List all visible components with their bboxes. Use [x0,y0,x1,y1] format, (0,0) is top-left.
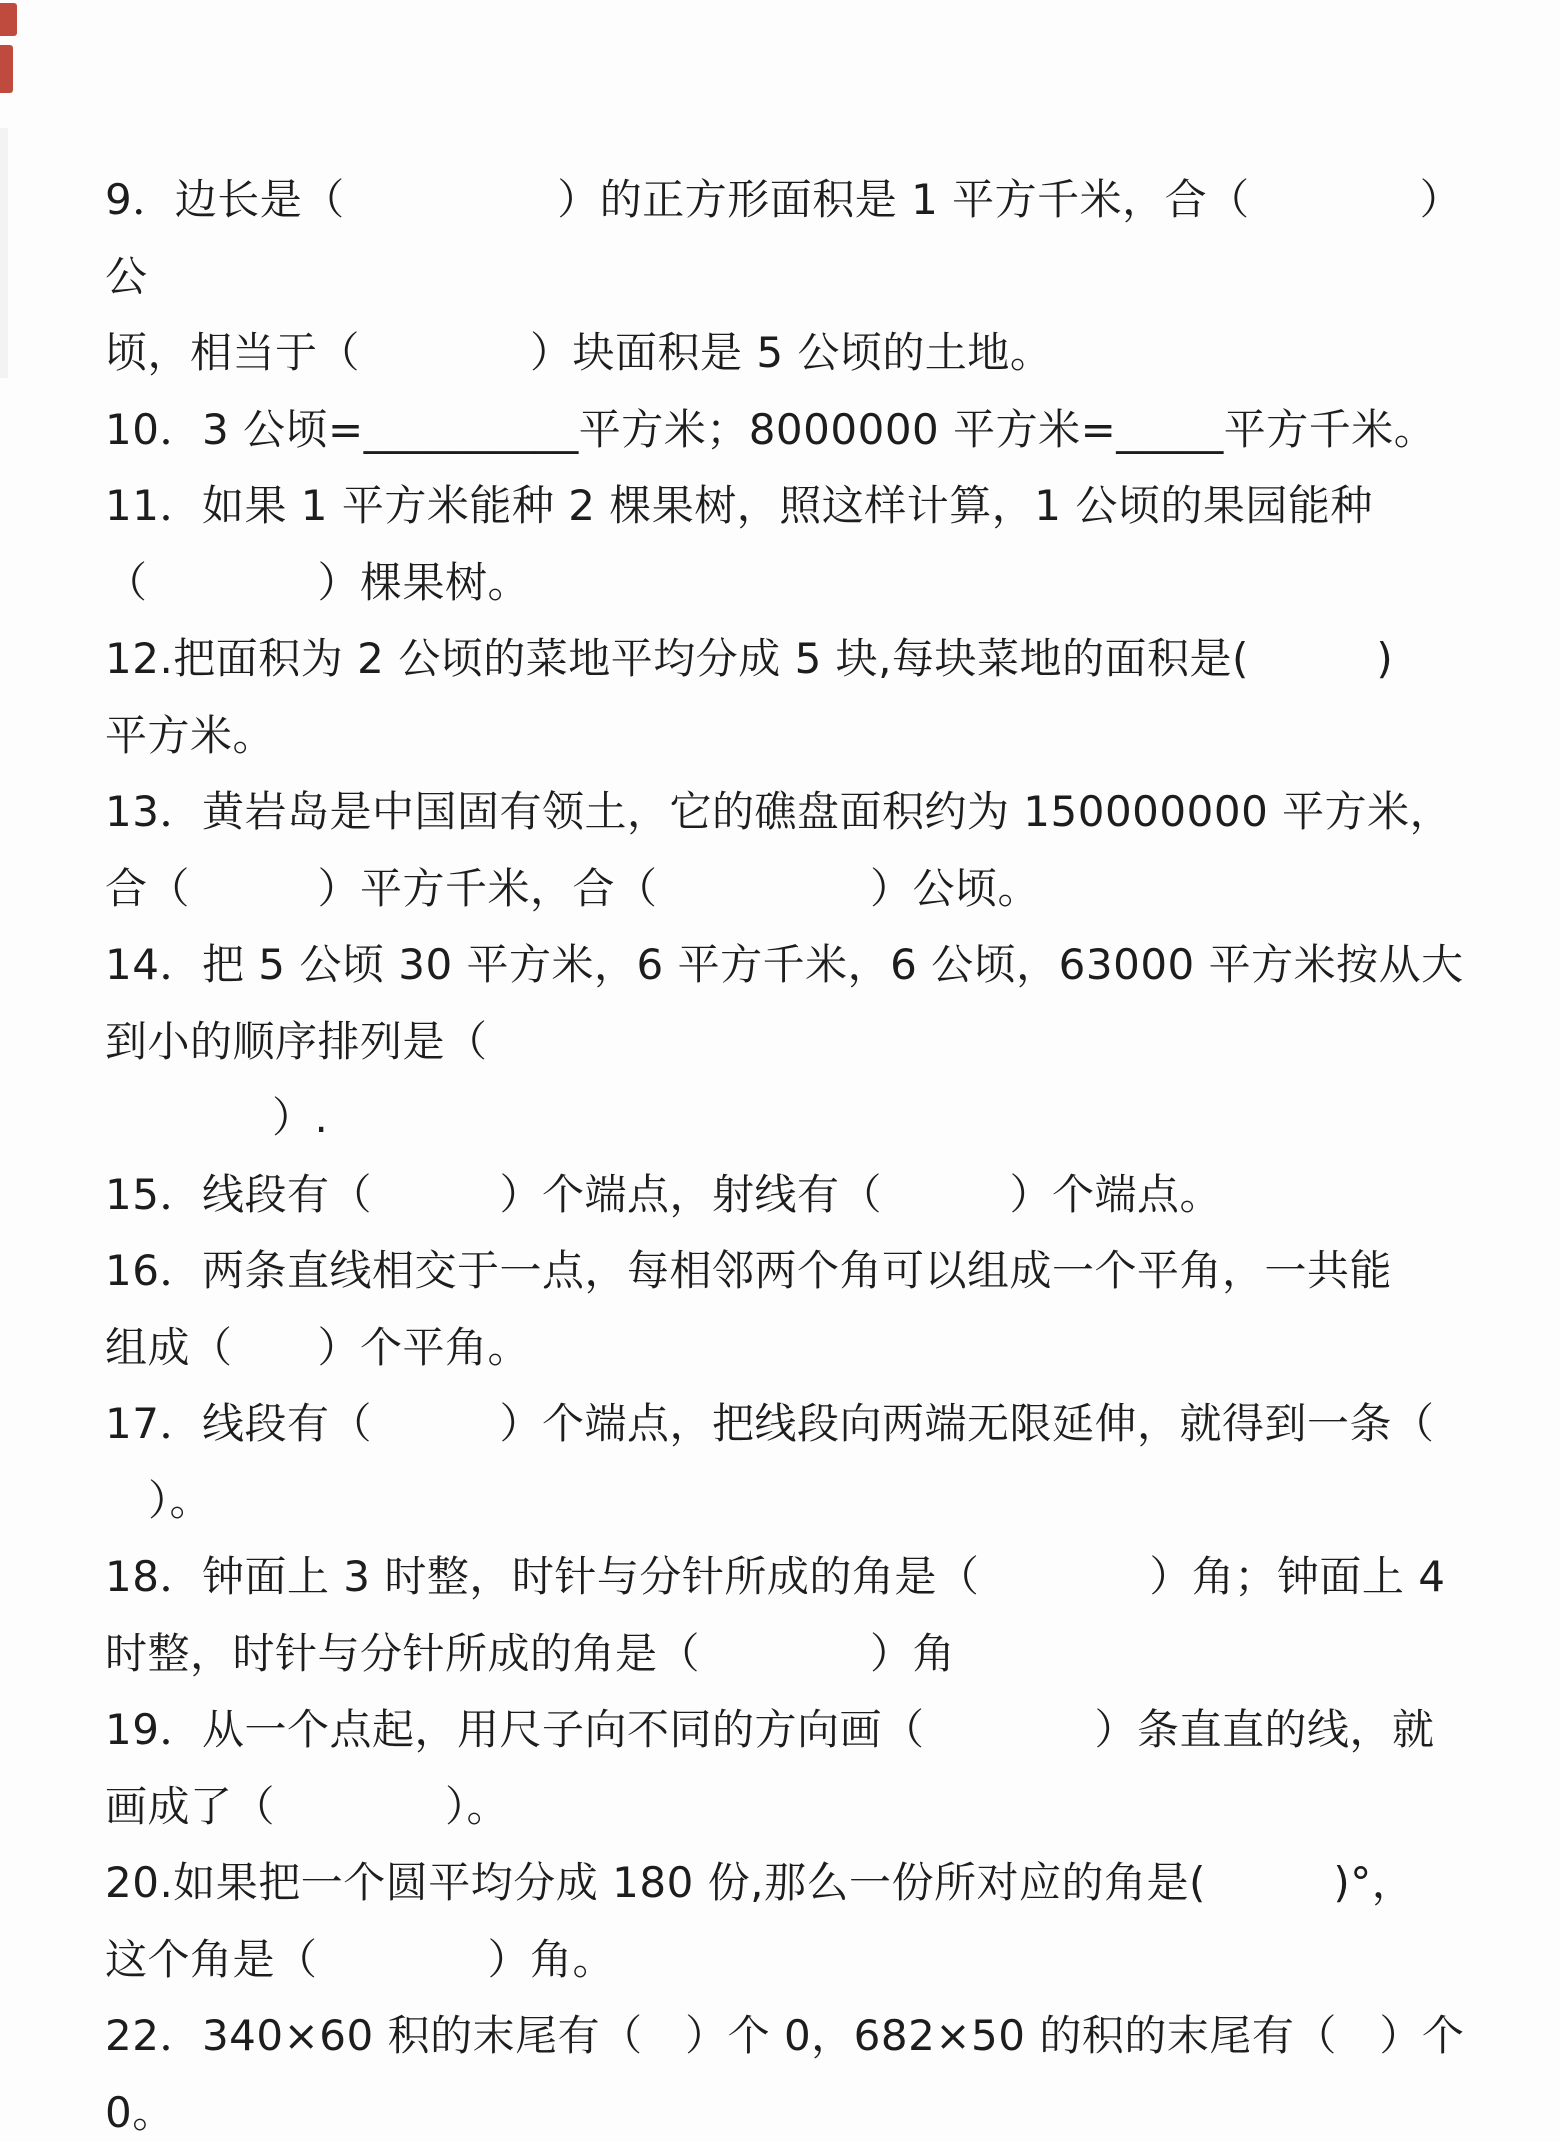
question-20-line-2: 这个角是（ ）角。 [105,1934,616,1984]
question-19-line-2: 画成了（ ）。 [105,1781,510,1831]
question-9-line-1: 9．边长是（ ）的正方形面积是 1 平方千米，合（ ）公 [105,175,1463,301]
scan-red-mark-top [0,3,17,36]
scan-red-mark-bottom [0,45,13,93]
question-13-line-1: 13．黄岩岛是中国固有领土，它的礁盘面积约为 150000000 平方米， [105,787,1453,836]
question-14-line-2: 到小的顺序排列是（ [105,1016,488,1066]
question-11-line-1: 11．如果 1 平方米能种 2 棵果树，照这样计算，1 公顷的果园能种 [105,481,1373,530]
worksheet-page [105,162,1479,2151]
question-9-line-2: 顷，相当于（ ）块面积是 5 公顷的土地。 [105,328,1053,377]
question-12-line-1: 12.把面积为 2 公顷的菜地平均分成 5 块,每块菜地的面积是( ) [105,634,1394,683]
question-12-line-2: 平方米。 [105,710,276,760]
question-14-line-3: ）. [272,1093,329,1142]
question-20-line-1: 20.如果把一个圆平均分成 180 份,那么一份所对应的角是( )°， [105,1858,1415,1907]
question-17-line-1: 17．线段有（ ）个端点，把线段向两端无限延伸，就得到一条（ [105,1399,1435,1448]
question-16-line-2: 组成（ ）个平角。 [105,1322,531,1372]
question-22-line-1: 22．340×60 积的末尾有（ ）个 0，682×50 的积的末尾有（ ）个 0。 [105,2011,1479,2137]
question-19-line-1: 19．从一个点起，用尺子向不同的方向画（ ）条直直的线，就 [105,1705,1435,1754]
question-18-line-2: 时整，时针与分针所成的角是（ ）角 [105,1628,956,1678]
scan-edge-artifact [0,128,8,378]
question-16-line-1: 16．两条直线相交于一点，每相邻两个角可以组成一个平角，一共能 [105,1246,1392,1295]
question-17-line-2: ）。 [148,1475,213,1525]
question-13-line-2: 合（ ）平方千米，合（ ）公顷。 [105,863,1041,913]
question-18-line-1: 18．钟面上 3 时整，时针与分针所成的角是（ ）角；钟面上 4 [105,1552,1446,1601]
question-10-line-1: 10．3 公顷=__________平方米；8000000 平方米=_____平方千米。 [105,404,1437,454]
question-14-line-1: 14．把 5 公顷 30 平方米，6 平方千米，6 公顷，63000 平方米按从大 [105,940,1464,989]
question-11-line-2: （ ）棵果树。 [105,557,531,607]
question-15-line-1: 15．线段有（ ）个端点，射线有（ ）个端点。 [105,1169,1222,1219]
